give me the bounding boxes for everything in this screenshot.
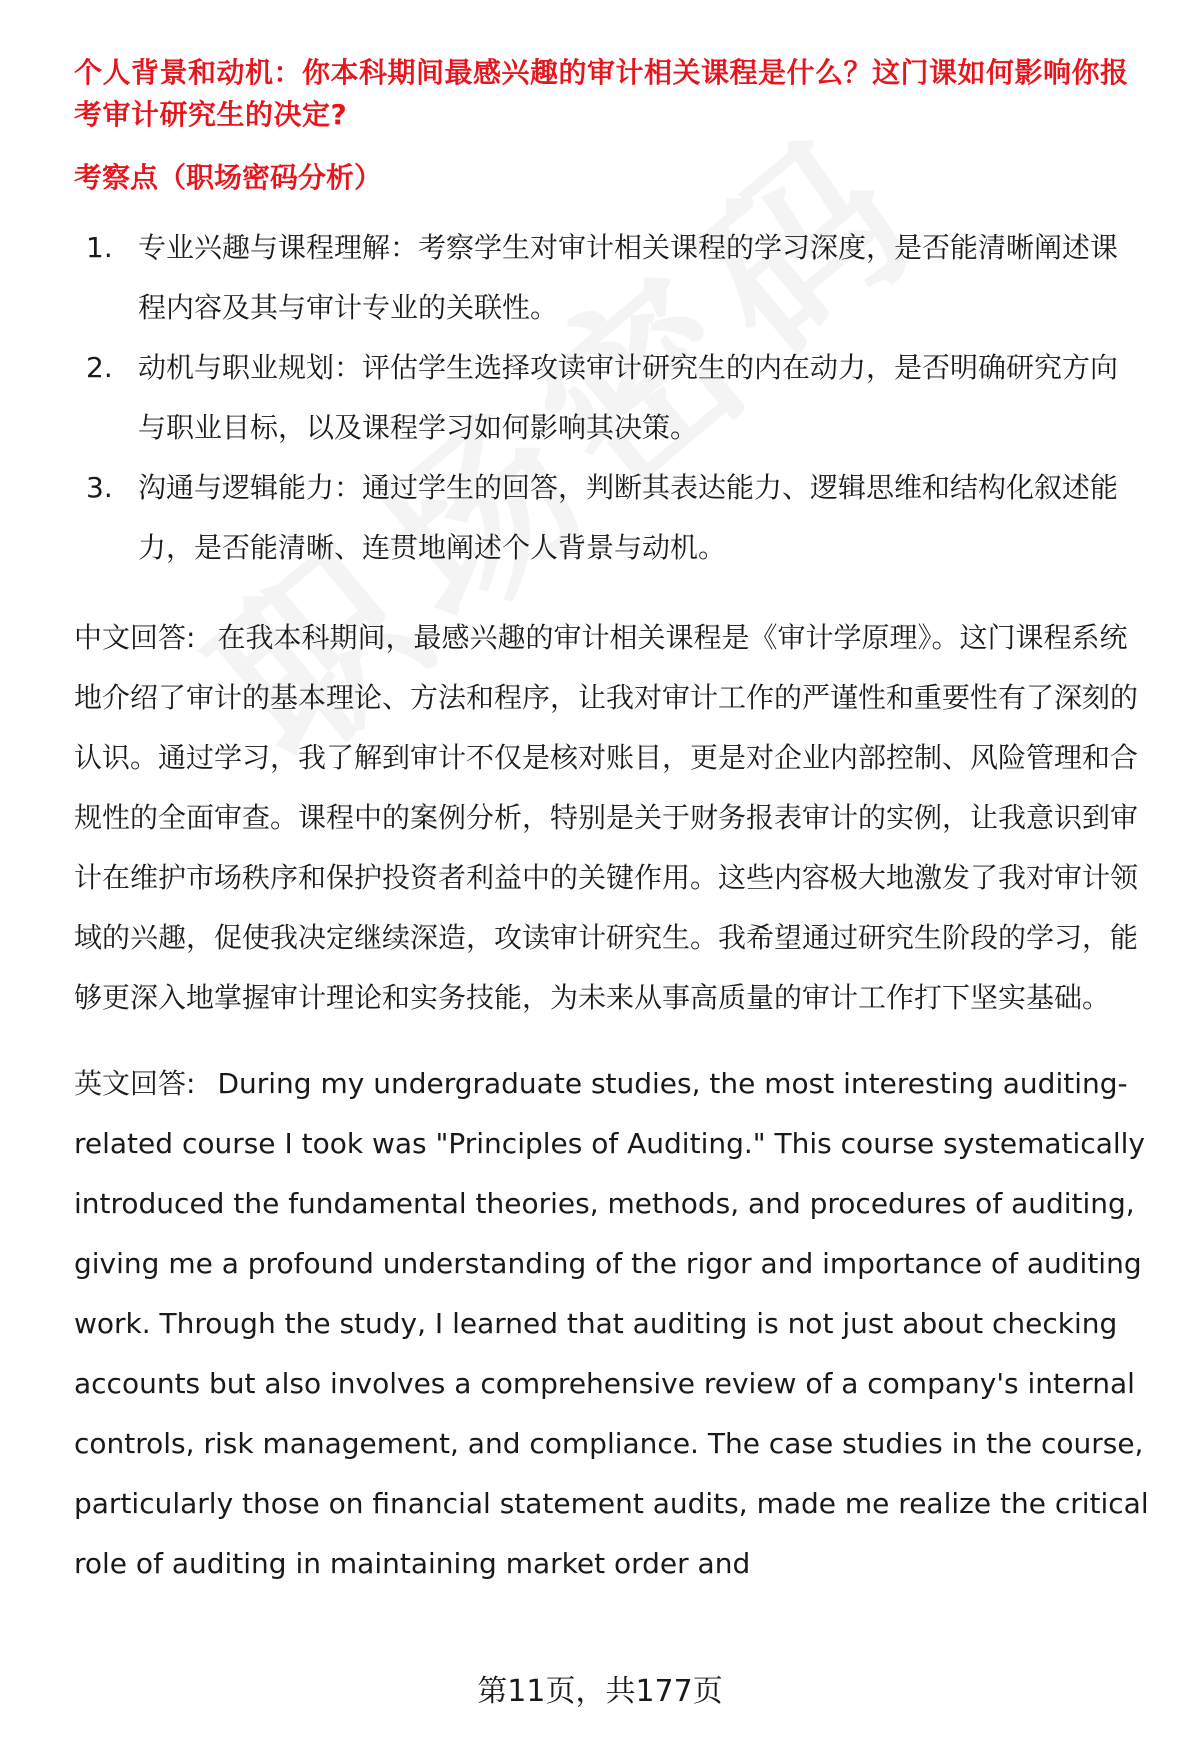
question-heading: 个人背景和动机：你本科期间最感兴趣的审计相关课程是什么？这门课如何影响你报考审计研究生的决定? — [74, 56, 1129, 131]
section-title: 考察点（职场密码分析） — [74, 161, 383, 194]
list-item-number: 2. — [86, 351, 113, 384]
chinese-answer — [74, 608, 1154, 1028]
list-item-text: 专业兴趣与课程理解：考察学生对审计相关课程的学习深度，是否能清晰阐述课程内容及其与审计专业的关联性。 — [138, 231, 1119, 324]
english-answer-text: During my undergraduate studies, the most interesting auditing-related course I took was "Principles of Auditing." This course systematically introduced the fundamental theories, methods, and procedures of auditing, giving me a profound understanding of the rigor and importance of auditing work. Through the study, I learned that auditing is not just about checking accounts but also involves a comprehensive review of a company's internal controls, risk management, and compliance. The case studies in the course, particularly those on financial statement audits, made me realize the critical role of auditing in maintaining market order and — [74, 1067, 1149, 1580]
assessment-points-list — [74, 218, 1154, 578]
english-answer-label: 英文回答: — [74, 1067, 196, 1100]
chinese-answer-text: 在我本科期间，最感兴趣的审计相关课程是《审计学原理》。这门课程系统地介绍了审计的基本理论、方法和程序，让我对审计工作的严谨性和重要性有了深刻的认识。通过学习，我了解到审计不仅是核对账目，更是对企业内部控制、风险管理和合规性的全面审查。课程中的案例分析，特别是关于财务报表审计的实例，让我意识到审计在维护市场秩序和保护投资者利益中的关键作用。这些内容极大地激发了我对审计领域的兴趣，促使我决定继续深造，攻读审计研究生。我希望通过研究生阶段的学习，能够更深入地掌握审计理论和实务技能，为未来从事高质量的审计工作打下坚实基础。 — [74, 621, 1139, 1014]
page-number-footer: 第11页，共177页 — [477, 1674, 723, 1709]
document-page — [74, 52, 1154, 1594]
list-item — [74, 458, 1154, 578]
english-answer — [74, 1054, 1154, 1594]
list-item-text: 动机与职业规划：评估学生选择攻读审计研究生的内在动力，是否明确研究方向与职业目标，以及课程学习如何影响其决策。 — [138, 351, 1119, 444]
chinese-answer-label: 中文回答: — [74, 621, 196, 654]
list-item-number: 3. — [86, 471, 113, 504]
list-item — [74, 218, 1154, 338]
list-item-text: 沟通与逻辑能力：通过学生的回答，判断其表达能力、逻辑思维和结构化叙述能力，是否能清晰、连贯地阐述个人背景与动机。 — [138, 471, 1119, 564]
list-item — [74, 338, 1154, 458]
list-item-number: 1. — [86, 231, 113, 264]
